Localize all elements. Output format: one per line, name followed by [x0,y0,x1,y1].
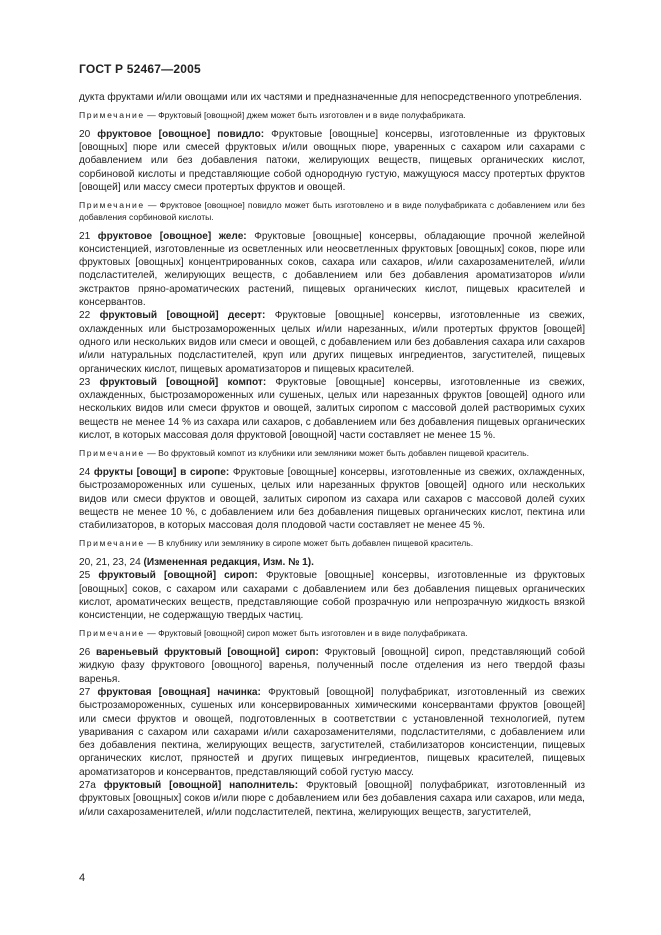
definition-25 [79,569,585,622]
note-label: Примечание [79,110,145,121]
definition-text: Фруктовые [овощные] консервы, изготовленные из свежих, охлажденных или быстрозамороженных целых и/или нарезанных, и/или протертых фруктов [овощей] одного или нескольких видов или смеси и овощей, с добавлением или без добавления сахара или сахаров и/или натуральных подсластителей, круп или других пищевых ингредиентов, загустителей, пищевых органических кислот, пищевых ароматизаторов и пищевых красителей. [79,310,585,375]
term: фруктовый [овощной] компот: [99,376,267,388]
amendment-clauses: 20, 21, 23, 24 [79,556,144,568]
term: фруктовое [овощное] желе: [97,230,247,242]
definition-20 [79,128,585,194]
clause-number: 25 [79,570,99,582]
note-text: — Во фруктовый компот из клубники или земляники может быть добавлен пищевой краситель. [144,448,530,459]
note [79,200,585,223]
definition-text: Фруктовый [овощной] сироп, представляющий собой жидкую фазу фруктового [овощного] варенья, полученный после отделения из него твердой фазы варенья. [79,647,585,685]
clause-number: 23 [79,376,100,388]
clause-number: 20 [79,128,98,140]
note-label: Примечание [79,200,145,211]
definition-text: Фруктовые [овощные] консервы, обладающие прочной желейной консистенцией, изготовленные из осветленных или неосветленных фруктовых [овощных] соков, пюре или фруктовых [овощных] концентрированных соков, сахара или сахаров, и/или сахарозаменителей, и/или подсластителей, желирующих веществ, с добавлением или без добавления ароматизаторов и/или экстрактов пряно-ароматических растений, пищевых органических кислот, пищевых красителей и консервантов. [79,230,585,309]
clause-number: 24 [79,466,94,478]
definition-text: Фруктовые [овощные] консервы, изготовленные из свежих, охлажденных, быстрозамороженных или сушеных, целых или нарезанных фруктов [овощей] одного или нескольких видов или смеси фруктов и овощей, залитых сиропом с массовой долей растворимых сухих веществ не менее 14 % из сахара или сахаров, с добавлением или без добавления пищевых органических кислот, в которых массовая доля фруктовой [овощной] части составляет не менее 15 %. [79,376,585,442]
definition-23 [79,376,585,442]
definition-text: Фруктовые [овощные] консервы, изготовленные из фруктовых [овощных] пюре или смесей фруктовых и/или овощных пюре, уваренных с сахаром или сахарами с добавлением или без добавления патоки, желирующих веществ, пищевых органических кислот, сорбиновой кислоты и представляющие собой однородную густую, мажущуюся массу протертых фруктов [овощей] или массу смеси протертых фруктов и овощей. [79,128,585,194]
term: фруктовый [овощной] сироп: [98,570,258,582]
note-label: Примечание [79,628,145,639]
clause-number: 26 [79,647,96,659]
note-text: — В клубнику или землянику в сиропе может быть добавлен пищевой краситель. [144,538,474,549]
note [79,448,585,460]
term: фруктовый [овощной] наполнитель: [103,780,299,792]
term: фруктовый [овощной] десерт: [99,310,266,322]
note-label: Примечание [79,448,145,459]
amendment-text: (Измененная редакция, Изм. № 1). [143,556,314,568]
paragraph-continuation: дукта фруктами и/или овощами или их частями и предназначенные для непосредственного употребления. [79,92,582,103]
definition-text: Фруктовый [овощной] полуфабрикат, изготовленный из свежих быстрозамороженных, сушеных или консервированных химическими консервантами фруктов [овощей] или смеси фруктов и овощей, подготовленных в соответствии с установленной технологией, путем уваривания с сахаром или сахарами и/или сахарозаменителями, подсластителями, с добавлением или без добавления пектина, желирующих веществ, загустителей, стабилизаторов консистенции, пищевых органических кислот, пряностей и других пищевых ингредиентов, пищевых красителей, пищевых ароматизаторов и консервантов, представляющий собой густую массу. [79,686,585,778]
clause-number: 27а [79,780,104,792]
amendment-note [79,556,585,569]
page-number: 4 [79,872,86,884]
clause-number: 27 [79,686,98,698]
clause-number: 22 [79,310,100,322]
definition-22 [79,309,585,375]
note [79,538,585,550]
definition-24 [79,466,585,532]
definition-21 [79,230,585,310]
document-body [79,91,585,819]
definition-text: Фруктовый [овощной] полуфабрикат, изготовленный из фруктовых [овощных] соков и/или пюре с добавлением или без добавления сахара или сахаров, или меда, и/или сахарозаменителей, и/или подсластителей, пектина, желирующих веществ, загустителей, [79,780,585,818]
note-text: — Фруктовый [овощной] джем может быть изготовлен и в виде полуфабриката. [144,110,466,121]
document-id: ГОСТ Р 52467—2005 [79,62,201,76]
note-text: — Фруктовое [овощное] повидло может быть изготовлено и в виде полуфабриката с добавлением или без добавления сорбиновой кислоты. [79,200,585,222]
term: фрукты [овощи] в сиропе: [93,466,230,478]
term: фруктовое [овощное] повидло: [97,128,265,140]
clause-number: 21 [79,230,98,242]
note [79,110,585,122]
note-label: Примечание [79,538,145,549]
definition-27a [79,779,585,819]
definition-text: Фруктовые [овощные] консервы, изготовленные из свежих, охлажденных, быстрозамороженных или сушеных, целых или нарезанных фруктов [овощей] одного или нескольких видов или смеси фруктов и овощей, залитых сиропом из сахара или сахаров с массовой долей сухих веществ не менее 10 %, с добавлением или без добавления пищевых органических кислот, пектина или стабилизаторов, в которых массовая доля плодовой части составляет не менее 45 %. [79,466,585,532]
note [79,628,585,640]
term: вареньевый фруктовый [овощной] сироп: [95,647,319,659]
definition-text: Фруктовые [овощные] консервы, изготовленные из фруктовых [овощных] соков, с сахаром или сахарами с добавлением или без добавления пищевых органических кислот, ароматических веществ, представляющие собой прозрачную или непрозрачную жидкость вязкой консистенции, не содержащую твердых частиц. [79,570,585,622]
note-text: — Фруктовый [овощной] сироп может быть изготовлен и в виде полуфабриката. [144,628,468,639]
definition-26 [79,646,585,686]
definition-27 [79,686,585,779]
term: фруктовая [овощная] начинка: [97,686,261,698]
